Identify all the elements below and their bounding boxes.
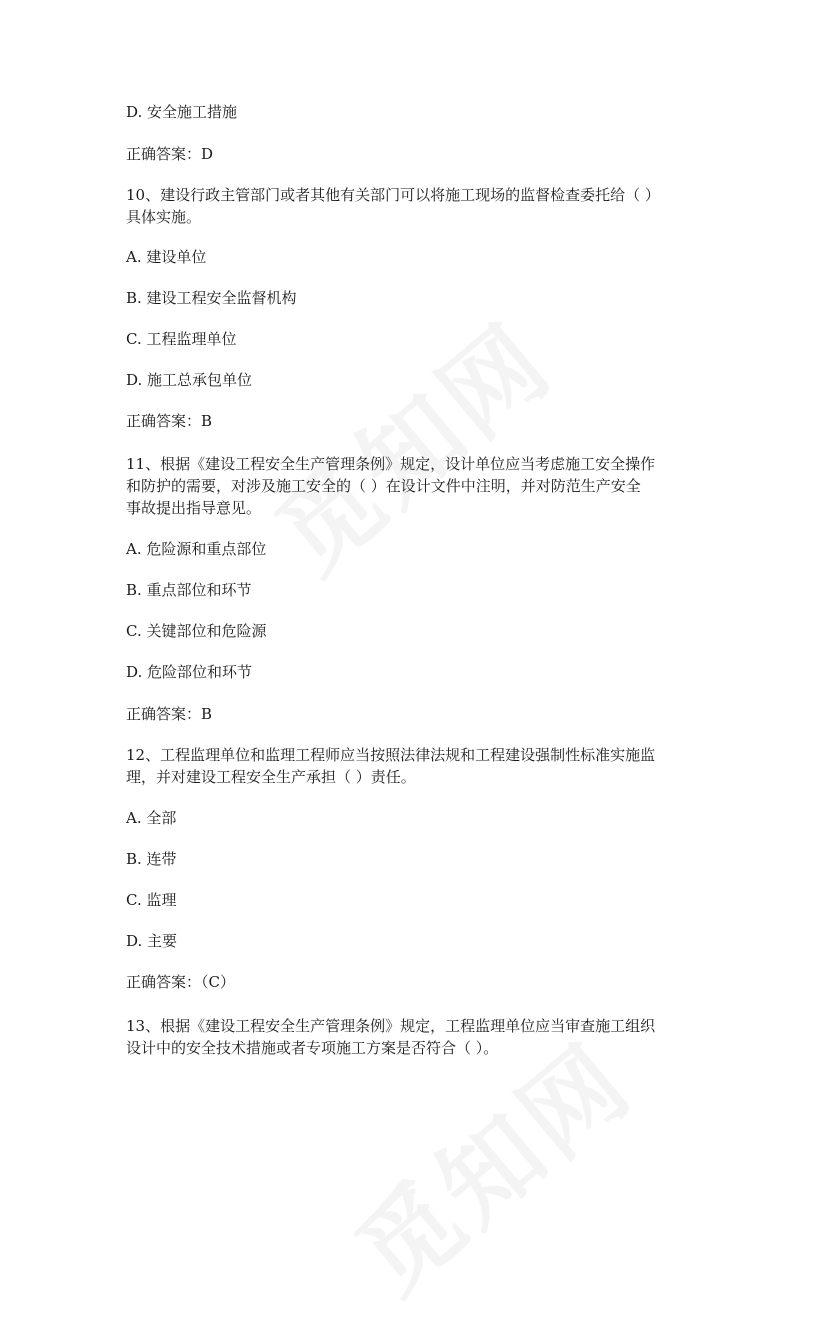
- q9-option-d: D. 安全施工措施: [126, 103, 238, 121]
- q12-option-d: D. 主要: [126, 932, 178, 950]
- q12-stem-line1: 12、工程监理单位和监理工程师应当按照法律法规和工程建设强制性标准实施监: [126, 746, 656, 764]
- q10-option-b: B. 建设工程安全监督机构: [126, 289, 297, 307]
- q12-option-b: B. 连带: [126, 850, 177, 868]
- q11-option-a: A. 危险源和重点部位: [126, 540, 267, 558]
- q11-stem-line2: 和防护的需要，对涉及施工安全的（ ）在设计文件中注明，并对防范生产安全: [126, 477, 641, 495]
- q11-option-d: D. 危险部位和环节: [126, 663, 253, 681]
- q10-option-d: D. 施工总承包单位: [126, 371, 253, 389]
- q12-answer: 正确答案：（C）: [126, 973, 235, 991]
- q10-stem-line2: 具体实施。: [126, 208, 202, 226]
- q11-stem-line1: 11、根据《建设工程安全生产管理条例》规定，设计单位应当考虑施工安全操作: [126, 455, 656, 473]
- q11-stem-line3: 事故提出指导意见。: [126, 499, 262, 517]
- q11-option-b: B. 重点部位和环节: [126, 581, 252, 599]
- q11-answer: 正确答案：B: [126, 705, 213, 723]
- q13-stem-line2: 设计中的安全技术措施或者专项施工方案是否符合（ ）。: [126, 1039, 499, 1057]
- q10-option-c: C. 工程监理单位: [126, 330, 237, 348]
- q11-option-c: C. 关键部位和危险源: [126, 622, 267, 640]
- q10-answer: 正确答案：B: [126, 412, 213, 430]
- q10-option-a: A. 建设单位: [126, 248, 207, 266]
- q9-answer: 正确答案：D: [126, 145, 214, 163]
- q13-stem-line1: 13、根据《建设工程安全生产管理条例》规定，工程监理单位应当审查施工组织: [126, 1017, 656, 1035]
- q10-stem-line1: 10、建设行政主管部门或者其他有关部门可以将施工现场的监督检查委托给（ ）: [126, 186, 660, 204]
- q12-option-c: C. 监理: [126, 891, 177, 909]
- q12-stem-line2: 理，并对建设工程安全生产承担（ ）责任。: [126, 768, 416, 786]
- q12-option-a: A. 全部: [126, 809, 177, 827]
